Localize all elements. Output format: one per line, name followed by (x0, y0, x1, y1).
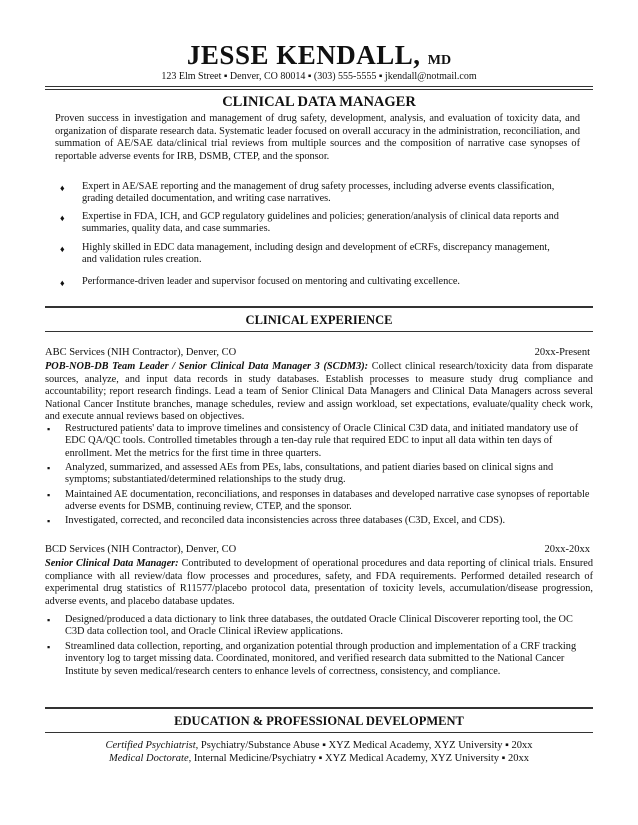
square-bullet-icon: ▪ (47, 642, 51, 652)
experience-bullet: ▪ Investigated, corrected, and reconciled data inconsistencies across three databases (C3D, Excel, and CDS). (47, 515, 506, 526)
section-divider (45, 306, 593, 308)
job-description: POB-NOB-DB Team Leader / Senior Clinical Data Manager 3 (SCDM3): Collect clinical research/toxicity data from disparate sources, analyze, and input data records in study databases. Establish processes to measure study drug compliance and accountability; report research findings. Lead a team of Senior Clinical Data Managers and Clinical Data Managers across several National Cancer Institute branches, manage schedules, review and assign workload, set expectations, evaluate/quality check work, and execute annual reviews based on objectives. (45, 361, 593, 423)
target-job-title: CLINICAL DATA MANAGER (222, 94, 416, 110)
job-role: POB-NOB-DB Team Leader / Senior Clinical Data Manager 3 (SCDM3): (45, 361, 369, 372)
square-bullet-icon: ▪ (47, 615, 51, 625)
experience-bullet: ▪ Designed/produced a data dictionary to link three databases, the outdated Oracle Clinical Discoverer reporting tool, the OC C3D data collection tool, and Oracle Clinical iReview applications. (47, 614, 573, 638)
summary-bullet: ♦ Highly skilled in EDC data management, including design and development of eCRFs, discrepancy management, and validation rules creation. (60, 242, 550, 266)
job-description: Senior Clinical Data Manager: Contributed to development of operational procedures and data reporting of clinical trials. Ensured compliance with all review/data flow processes and procedures, safety, and FDA requirements. Performed detailed research of experimental drug statistics of R11577/placebo protocol data, presentation of toxicity levels, accumulation/disease progression, adverse events, and placebo database updates. (45, 558, 594, 607)
square-bullet-icon: ▪ (47, 424, 51, 434)
education-entry: Certified Psychiatrist, Psychiatry/Substance Abuse ▪ XYZ Medical Academy, XYZ University ▪ 20xx (105, 740, 533, 751)
experience-bullet: ▪ Streamlined data collection, reporting, and organization potential through production and implementation of a CRF tracking inventory log to target missing data. Coordinated, monitored, and verified research data submitted to the National Cancer Institute by seven medical/research centers to enhance levels of correctness, consistency, and compliance. (47, 641, 577, 677)
section-title-education: EDUCATION & PROFESSIONAL DEVELOPMENT (174, 714, 464, 728)
degree: Medical Doctorate, (109, 753, 192, 764)
square-bullet-icon: ▪ (47, 463, 51, 473)
square-bullet-icon: ▪ (47, 516, 51, 526)
employer: ABC Services (NIH Contractor), Denver, CO (45, 347, 237, 358)
diamond-bullet-icon: ♦ (60, 213, 65, 223)
employment-dates: 20xx-Present (534, 347, 590, 358)
diamond-bullet-icon: ♦ (60, 278, 65, 288)
contact-line: 123 Elm Street ▪ Denver, CO 80014 ▪ (303) 555-5555 ▪ jkendall@notmail.com (161, 71, 477, 82)
experience-bullet: ▪ Restructured patients' data to improve timelines and consistency of Oracle Clinical C3D data, and initiated mandatory use of EDC QA/QC tools. Controlled timetables through a ten-day rule that required EDC to input all data within ten days of enrollment. Met the metrics for the first time in three quarters. (47, 423, 579, 459)
experience-bullet: ▪ Analyzed, summarized, and assessed AEs from PEs, labs, consultations, and patient diaries based on clinical signs and symptoms; substantiated/determined relationships to the study drug. (47, 462, 554, 486)
section-title-experience: CLINICAL EXPERIENCE (245, 313, 393, 327)
section-divider (45, 331, 593, 332)
header-divider-2 (45, 89, 593, 90)
diamond-bullet-icon: ♦ (60, 244, 65, 254)
name-text: JESSE KENDALL, (186, 40, 421, 70)
experience-bullet: ▪ Maintained AE documentation, reconciliations, and responses in databases and developed narrative case synopses of reportable adverse events for DSMB, continuing review, CTEP, and the sponsor. (47, 489, 590, 513)
employment-dates: 20xx-20xx (544, 544, 590, 555)
header-divider (45, 86, 593, 87)
credential: MD (427, 53, 452, 68)
education-entry: Medical Doctorate, Internal Medicine/Psychiatry ▪ XYZ Medical Academy, XYZ University ▪ 20xx (109, 753, 529, 764)
job-role: Senior Clinical Data Manager: (45, 558, 179, 569)
section-divider (45, 707, 593, 709)
summary-bullet: ♦ Performance-driven leader and supervisor focused on mentoring and cultivating excellence. (60, 276, 460, 288)
diamond-bullet-icon: ♦ (60, 183, 65, 193)
employer: BCD Services (NIH Contractor), Denver, CO (45, 544, 237, 555)
square-bullet-icon: ▪ (47, 490, 51, 500)
summary-paragraph: Proven success in investigation and management of drug safety, development, analysis, and evaluation of toxicity data, and organization of disparate research data. Systematic leader focused on overall accuracy in the administration, reconciliation, and summation of AE/SAE data/clinical trial reviews from multiple sources and the composition of narrative case synopses of reportable adverse events for IRB, DSMB, CTEP, and the sponsor. (55, 113, 580, 162)
section-divider (45, 732, 593, 733)
summary-bullet: ♦ Expertise in FDA, ICH, and GCP regulatory guidelines and policies; generation/analysis of clinical data reports and summaries, quality data, and case summaries. (60, 211, 559, 235)
degree: Certified Psychiatrist, (105, 740, 199, 751)
summary-bullet: ♦ Expert in AE/SAE reporting and the management of drug safety processes, including adverse events classification, grading detailed documentation, and writing case narratives. (60, 181, 555, 205)
